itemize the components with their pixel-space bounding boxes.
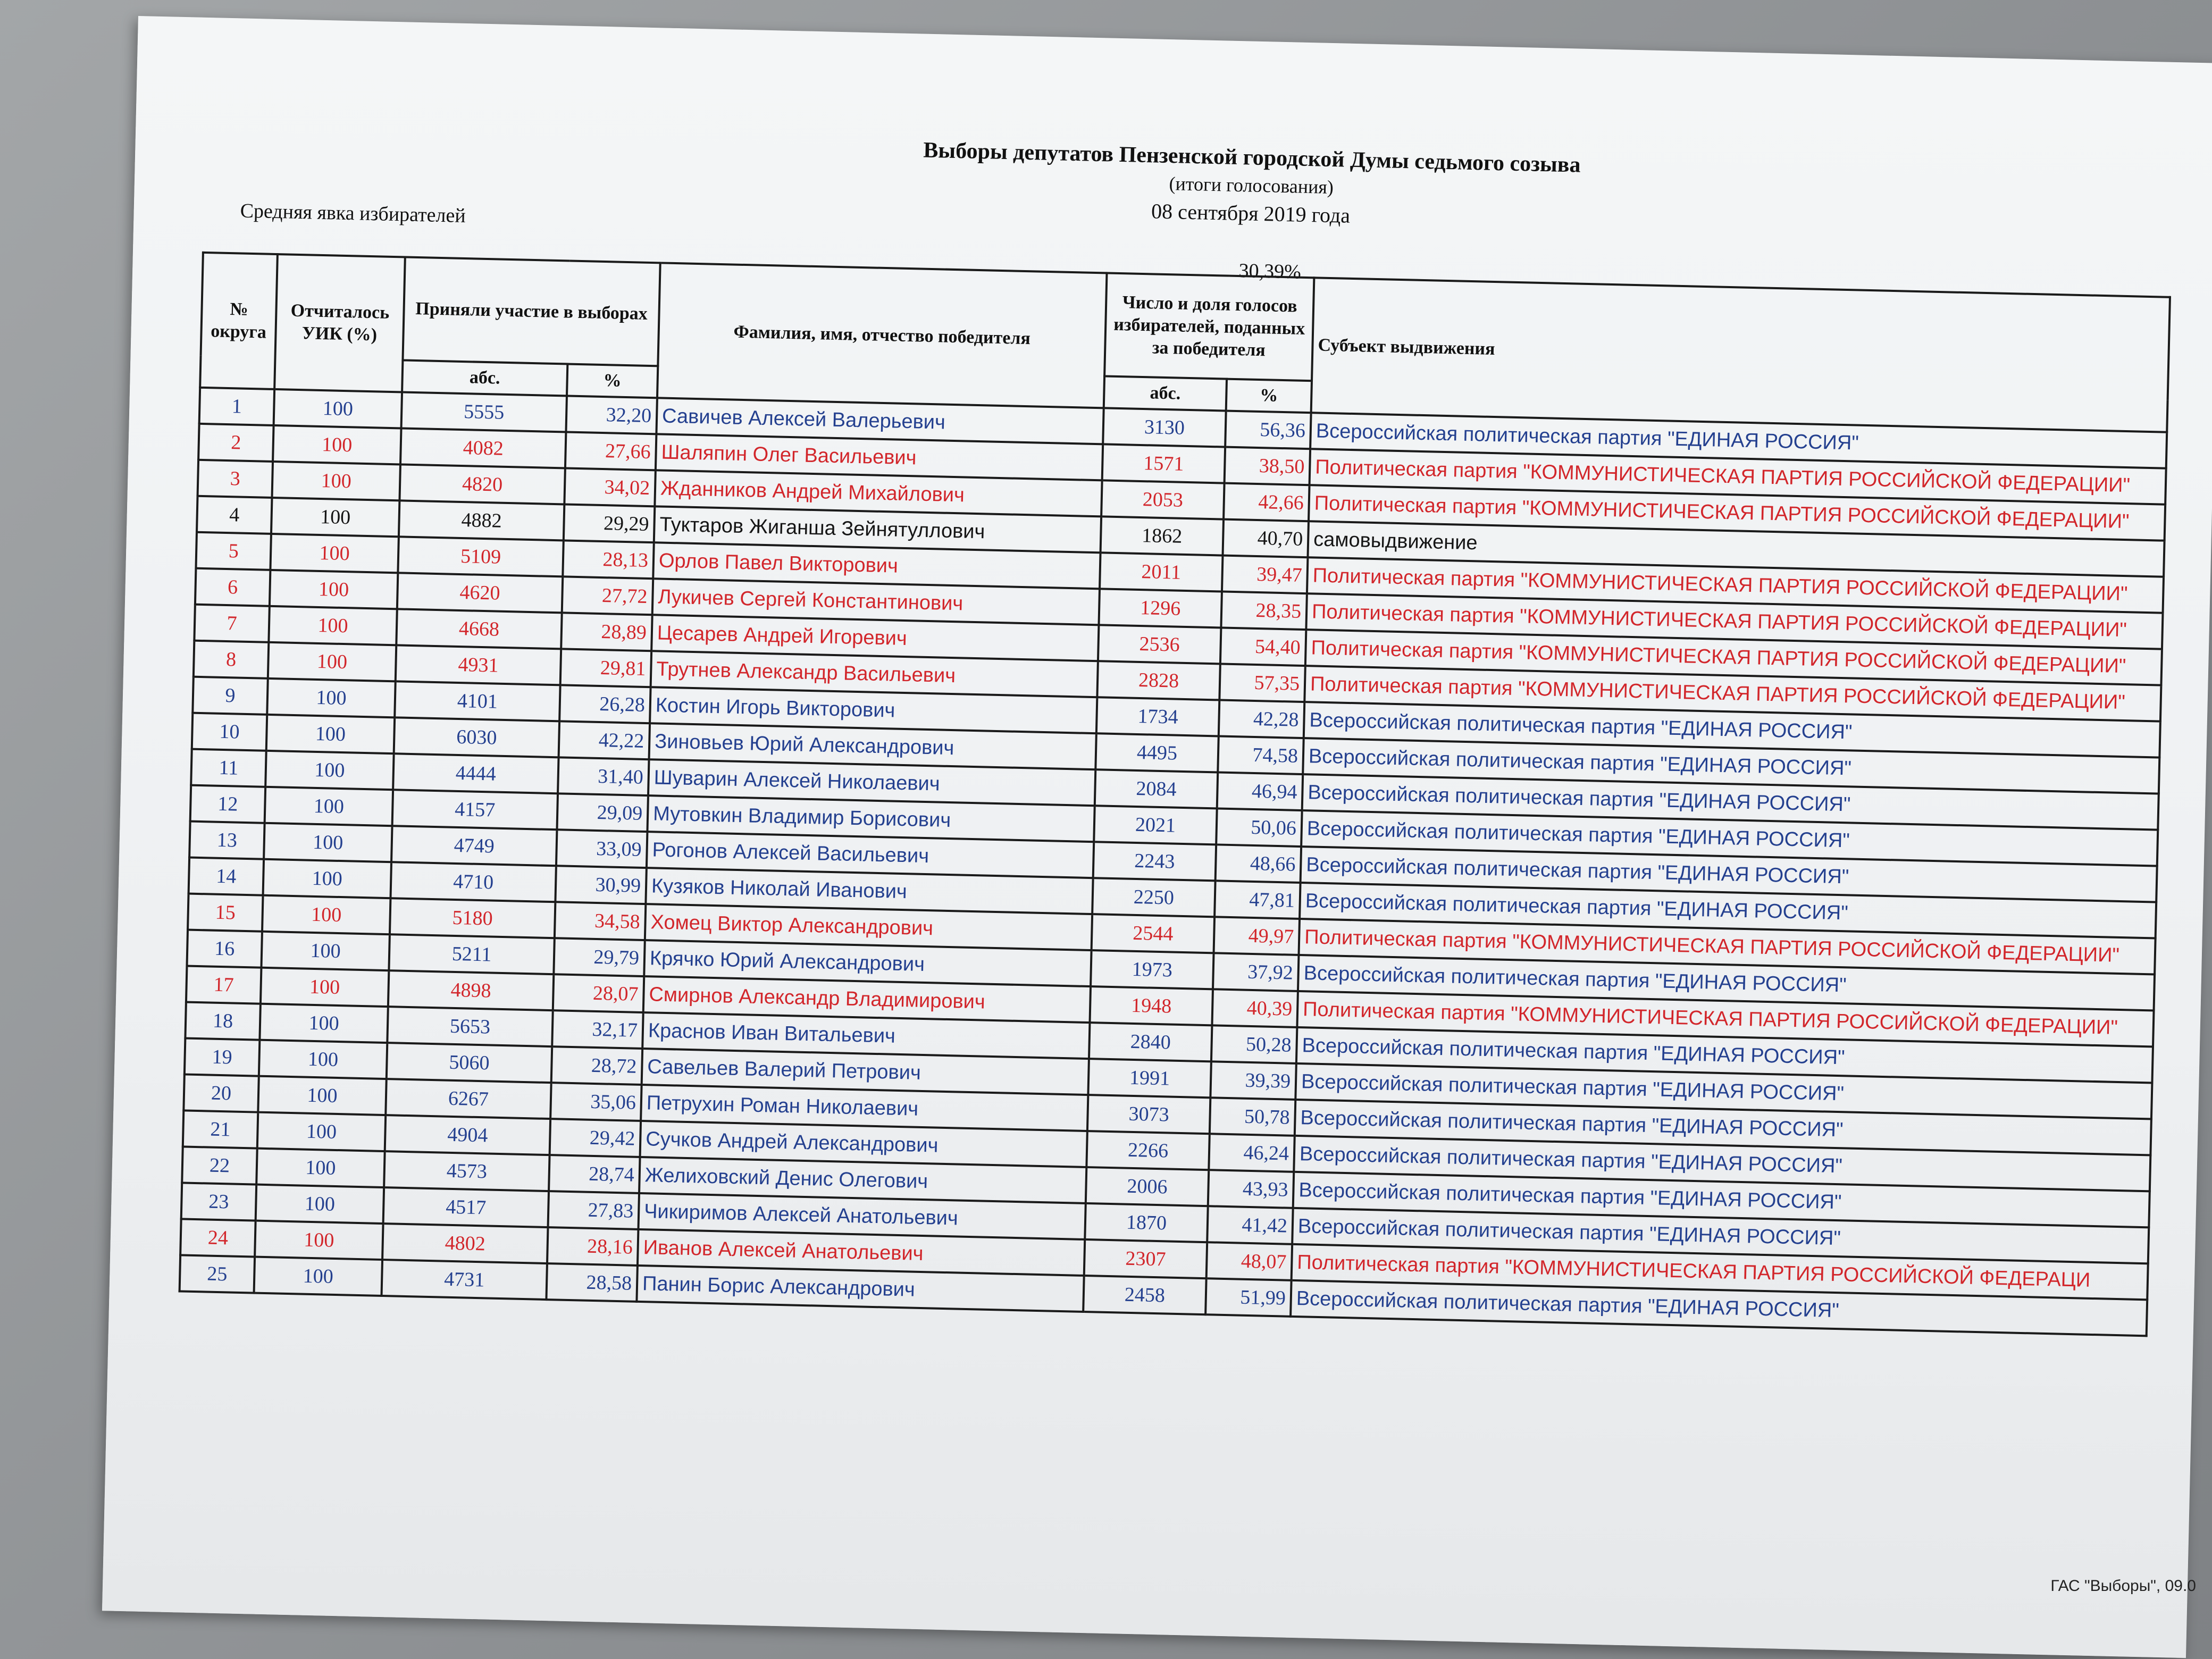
winner-name-cell: Костин Игорь Викторович xyxy=(650,687,1097,733)
participated-pct-cell: 28,89 xyxy=(561,613,652,651)
party-cell: Политическая партия "КОММУНИСТИЧЕСКАЯ ПАРТИЯ РОССИЙСКОЙ ФЕДЕРАЦИИ" xyxy=(1307,557,2164,613)
district-cell: 10 xyxy=(192,713,267,751)
document-title: Выборы депутатов Пензенской городской Думы седьмого созыва xyxy=(923,138,1581,178)
reported-cell: 100 xyxy=(254,1257,382,1296)
district-cell: 3 xyxy=(198,460,273,498)
results-sheet xyxy=(102,16,2212,1658)
turnout-label: Средняя явка избирателей xyxy=(240,199,466,228)
votes-pct-cell: 39,39 xyxy=(1210,1061,1296,1100)
party-cell: Всероссийская политическая партия "ЕДИНАЯ РОССИЯ" xyxy=(1300,883,2156,939)
participated-pct-cell: 34,02 xyxy=(564,468,656,506)
votes-pct-cell: 42,28 xyxy=(1219,700,1305,738)
votes-pct-cell: 41,42 xyxy=(1207,1206,1293,1244)
votes-pct-cell: 51,99 xyxy=(1205,1278,1292,1317)
party-cell: Всероссийская политическая партия "ЕДИНАЯ РОССИЯ" xyxy=(1293,1172,2150,1228)
votes-abs-cell: 2084 xyxy=(1095,769,1218,808)
party-cell: Всероссийская политическая партия "ЕДИНАЯ РОССИЯ" xyxy=(1301,810,2158,866)
winner-name-cell: Панин Борис Александрович xyxy=(636,1266,1084,1312)
participated-abs-cell: 4731 xyxy=(382,1260,547,1300)
votes-pct-cell: 38,50 xyxy=(1225,447,1311,485)
winner-name-cell: Чикиримов Алексей Анатольевич xyxy=(638,1193,1085,1239)
participated-abs-cell: 4710 xyxy=(390,862,556,902)
votes-abs-cell: 2266 xyxy=(1086,1131,1209,1170)
winner-name-cell: Жданников Андрей Михайлович xyxy=(655,470,1102,516)
reported-cell: 100 xyxy=(259,1004,388,1043)
winner-name-cell: Кузяков Николай Иванович xyxy=(646,868,1093,914)
votes-abs-cell: 2840 xyxy=(1089,1023,1212,1061)
participated-pct-cell: 32,17 xyxy=(552,1010,643,1049)
participated-abs-cell: 4517 xyxy=(383,1187,549,1227)
party-cell: Политическая партия "КОММУНИСТИЧЕСКАЯ ПАРТИЯ РОССИЙСКОЙ ФЕДЕРАЦИ xyxy=(1292,1244,2148,1300)
header-reported: Отчиталось УИК (%) xyxy=(274,254,405,392)
party-cell: Политическая партия "КОММУНИСТИЧЕСКАЯ ПАРТИЯ РОССИЙСКОЙ ФЕДЕРАЦИИ" xyxy=(1310,449,2166,505)
reported-cell: 100 xyxy=(267,678,395,717)
winner-name-cell: Смирнов Александр Владимирович xyxy=(643,976,1091,1023)
district-cell: 15 xyxy=(188,894,263,932)
votes-abs-cell: 2243 xyxy=(1093,842,1216,881)
header-participated: Приняли участие в выборах xyxy=(403,257,660,366)
votes-abs-cell: 1948 xyxy=(1090,986,1213,1025)
participated-pct-cell: 42,22 xyxy=(559,721,650,759)
participated-abs-cell: 4820 xyxy=(399,464,565,504)
participated-abs-cell: 5109 xyxy=(398,537,563,576)
participated-pct-cell: 26,28 xyxy=(559,685,651,723)
votes-pct-cell: 74,58 xyxy=(1218,736,1304,774)
results-table xyxy=(179,252,2171,1337)
votes-abs-cell: 2006 xyxy=(1086,1167,1209,1206)
votes-pct-cell: 46,24 xyxy=(1209,1134,1295,1172)
header-party: Субъект выдвижения xyxy=(1311,278,2170,432)
winner-name-cell: Лукичев Сергей Константинович xyxy=(652,579,1100,625)
header-participated-pct: % xyxy=(567,364,658,398)
party-cell: Всероссийская политическая партия "ЕДИНАЯ РОССИЯ" xyxy=(1291,1280,2147,1336)
footer-source: ГАС "Выборы", 09.0 xyxy=(2050,1577,2196,1595)
participated-abs-cell: 5211 xyxy=(389,934,554,974)
election-date: 08 сентября 2019 года xyxy=(1151,199,1351,228)
participated-abs-cell: 4157 xyxy=(392,790,558,830)
votes-abs-cell: 2458 xyxy=(1083,1276,1206,1314)
winner-name-cell: Мутовкин Владимир Борисович xyxy=(647,795,1094,842)
reported-cell: 100 xyxy=(257,1112,386,1151)
votes-abs-cell: 2011 xyxy=(1100,552,1222,591)
participated-pct-cell: 32,20 xyxy=(566,396,657,434)
participated-pct-cell: 29,42 xyxy=(550,1119,641,1157)
party-cell: Всероссийская политическая партия "ЕДИНАЯ РОССИЯ" xyxy=(1303,738,2159,794)
reported-cell: 100 xyxy=(265,751,393,790)
votes-abs-cell: 1571 xyxy=(1102,444,1225,483)
votes-pct-cell: 39,47 xyxy=(1222,556,1308,594)
votes-abs-cell: 1734 xyxy=(1096,697,1219,736)
votes-pct-cell: 40,39 xyxy=(1212,989,1298,1027)
reported-cell: 100 xyxy=(258,1076,386,1115)
votes-pct-cell: 43,93 xyxy=(1208,1170,1294,1208)
winner-name-cell: Краснов Иван Витальевич xyxy=(642,1012,1090,1059)
votes-abs-cell: 3073 xyxy=(1087,1095,1210,1134)
district-cell: 19 xyxy=(185,1038,260,1076)
district-cell: 4 xyxy=(197,496,272,534)
district-cell: 11 xyxy=(191,749,266,787)
participated-pct-cell: 31,40 xyxy=(558,757,649,795)
party-cell: Всероссийская политическая партия "ЕДИНАЯ РОССИЯ" xyxy=(1302,774,2159,830)
votes-abs-cell: 1973 xyxy=(1091,950,1213,989)
header-votes-abs: абс. xyxy=(1104,376,1227,410)
winner-name-cell: Цесарев Андрей Игоревич xyxy=(651,615,1099,661)
participated-abs-cell: 5653 xyxy=(387,1007,552,1046)
votes-pct-cell: 49,97 xyxy=(1214,917,1300,955)
participated-abs-cell: 4573 xyxy=(384,1151,549,1191)
party-cell: Всероссийская политическая партия "ЕДИНАЯ РОССИЯ" xyxy=(1296,1027,2153,1083)
participated-abs-cell: 4444 xyxy=(393,753,558,793)
winner-name-cell: Петрухин Роман Николаевич xyxy=(641,1085,1088,1131)
reported-cell: 100 xyxy=(256,1149,384,1187)
party-cell: Всероссийская политическая партия "ЕДИНАЯ РОССИЯ" xyxy=(1310,413,2167,468)
participated-pct-cell: 28,72 xyxy=(551,1046,643,1085)
party-cell: Политическая партия "КОММУНИСТИЧЕСКАЯ ПАРТИЯ РОССИЙСКОЙ ФЕДЕРАЦИИ" xyxy=(1304,666,2161,722)
district-cell: 5 xyxy=(196,532,271,570)
votes-abs-cell: 2536 xyxy=(1098,625,1221,664)
reported-cell: 100 xyxy=(268,642,396,681)
reported-cell: 100 xyxy=(272,462,400,500)
party-cell: Политическая партия "КОММУНИСТИЧЕСКАЯ ПАРТИЯ РОССИЙСКОЙ ФЕДЕРАЦИИ" xyxy=(1297,991,2154,1047)
participated-abs-cell: 6267 xyxy=(386,1079,551,1119)
votes-pct-cell: 50,06 xyxy=(1216,808,1302,847)
participated-pct-cell: 28,58 xyxy=(546,1263,638,1302)
reported-cell: 100 xyxy=(269,606,397,645)
votes-pct-cell: 28,35 xyxy=(1221,592,1307,630)
winner-name-cell: Шуварин Алексей Николаевич xyxy=(648,759,1095,806)
participated-pct-cell: 27,72 xyxy=(562,576,653,615)
district-cell: 25 xyxy=(180,1255,255,1293)
reported-cell: 100 xyxy=(274,389,402,428)
party-cell: Всероссийская политическая партия "ЕДИНАЯ РОССИЯ" xyxy=(1292,1208,2149,1264)
votes-abs-cell: 2828 xyxy=(1097,661,1220,700)
votes-abs-cell: 4495 xyxy=(1095,733,1218,772)
votes-abs-cell: 1870 xyxy=(1085,1203,1208,1242)
header-votes-pct: % xyxy=(1226,379,1312,413)
party-cell: Политическая партия "КОММУНИСТИЧЕСКАЯ ПАРТИЯ РОССИЙСКОЙ ФЕДЕРАЦИИ" xyxy=(1309,485,2165,541)
reported-cell: 100 xyxy=(265,787,393,826)
reported-cell: 100 xyxy=(264,823,392,862)
participated-pct-cell: 34,58 xyxy=(555,902,646,940)
participated-abs-cell: 6030 xyxy=(394,717,559,757)
participated-abs-cell: 5180 xyxy=(390,898,555,938)
reported-cell: 100 xyxy=(270,570,398,609)
district-cell: 24 xyxy=(180,1219,256,1256)
district-cell: 16 xyxy=(187,930,262,968)
header-participated-abs: абс. xyxy=(402,360,567,396)
district-cell: 9 xyxy=(192,677,268,715)
participated-pct-cell: 28,13 xyxy=(563,540,654,579)
header-district: № округа xyxy=(200,253,278,389)
party-cell: Всероссийская политическая партия "ЕДИНАЯ РОССИЯ" xyxy=(1304,702,2160,758)
votes-pct-cell: 50,28 xyxy=(1211,1025,1297,1063)
participated-abs-cell: 5555 xyxy=(401,392,567,432)
participated-pct-cell: 30,99 xyxy=(555,866,647,904)
votes-pct-cell: 37,92 xyxy=(1213,953,1299,991)
votes-pct-cell: 48,66 xyxy=(1216,844,1302,883)
participated-pct-cell: 29,79 xyxy=(554,938,645,976)
district-cell: 20 xyxy=(183,1074,259,1112)
district-cell: 7 xyxy=(194,605,270,642)
turnout-value: 30,39% xyxy=(1238,259,1302,283)
district-cell: 23 xyxy=(181,1183,257,1220)
participated-pct-cell: 33,09 xyxy=(556,830,648,868)
participated-pct-cell: 28,74 xyxy=(549,1155,640,1193)
participated-abs-cell: 4749 xyxy=(391,826,557,866)
party-cell: Политическая партия "КОММУНИСТИЧЕСКАЯ ПАРТИЯ РОССИЙСКОЙ ФЕДЕРАЦИИ" xyxy=(1299,919,2156,975)
participated-pct-cell: 28,07 xyxy=(553,974,644,1012)
winner-name-cell: Сучков Андрей Александрович xyxy=(640,1121,1087,1167)
votes-abs-cell: 1296 xyxy=(1099,589,1221,627)
votes-pct-cell: 48,07 xyxy=(1206,1242,1293,1280)
votes-pct-cell: 46,94 xyxy=(1217,772,1303,810)
participated-abs-cell: 4904 xyxy=(385,1115,550,1155)
votes-abs-cell: 1991 xyxy=(1088,1059,1211,1097)
winner-name-cell: Савичев Алексей Валерьевич xyxy=(656,398,1103,444)
participated-abs-cell: 4082 xyxy=(400,428,566,468)
winner-name-cell: Желиховский Денис Олегович xyxy=(639,1157,1086,1203)
winner-name-cell: Хомец Виктор Александрович xyxy=(645,904,1092,950)
district-cell: 14 xyxy=(189,858,264,895)
participated-abs-cell: 4802 xyxy=(382,1224,548,1263)
winner-name-cell: Шаляпин Олег Васильевич xyxy=(656,434,1103,480)
participated-pct-cell: 29,81 xyxy=(560,649,652,687)
reported-cell: 100 xyxy=(270,534,398,573)
party-cell: Всероссийская политическая партия "ЕДИНАЯ РОССИЯ" xyxy=(1295,1100,2151,1155)
participated-abs-cell: 4898 xyxy=(388,970,554,1010)
votes-abs-cell: 2053 xyxy=(1101,480,1224,519)
district-cell: 22 xyxy=(182,1146,257,1184)
participated-pct-cell: 28,16 xyxy=(547,1227,639,1266)
participated-abs-cell: 4101 xyxy=(395,681,560,721)
votes-abs-cell: 2021 xyxy=(1094,806,1217,844)
reported-cell: 100 xyxy=(261,968,389,1007)
participated-pct-cell: 27,83 xyxy=(548,1191,640,1229)
votes-pct-cell: 57,35 xyxy=(1219,664,1305,702)
district-cell: 12 xyxy=(190,785,266,823)
participated-pct-cell: 35,06 xyxy=(550,1083,642,1121)
participated-abs-cell: 5060 xyxy=(387,1043,552,1083)
votes-pct-cell: 50,78 xyxy=(1210,1097,1296,1136)
district-cell: 6 xyxy=(195,568,271,606)
district-cell: 1 xyxy=(199,388,275,425)
district-cell: 21 xyxy=(183,1110,258,1148)
participated-pct-cell: 27,66 xyxy=(565,432,657,470)
party-cell: Всероссийская политическая партия "ЕДИНАЯ РОССИЯ" xyxy=(1301,847,2157,902)
district-cell: 13 xyxy=(189,822,265,859)
reported-cell: 100 xyxy=(273,425,401,464)
votes-pct-cell: 47,81 xyxy=(1214,881,1301,919)
party-cell: самовыдвижение xyxy=(1308,521,2164,577)
party-cell: Всероссийская политическая партия "ЕДИНАЯ РОССИЯ" xyxy=(1294,1136,2150,1192)
participated-abs-cell: 4668 xyxy=(396,609,562,649)
winner-name-cell: Туктаров Жиганша Зейнятуллович xyxy=(654,506,1101,552)
winner-name-cell: Рогонов Алексей Васильевич xyxy=(647,832,1094,878)
votes-abs-cell: 1862 xyxy=(1101,516,1224,555)
winner-name-cell: Зиновьев Юрий Александрович xyxy=(649,723,1096,769)
reported-cell: 100 xyxy=(256,1185,384,1224)
reported-cell: 100 xyxy=(271,498,399,537)
reported-cell: 100 xyxy=(261,932,389,970)
votes-pct-cell: 42,66 xyxy=(1224,483,1310,522)
votes-pct-cell: 40,70 xyxy=(1223,520,1309,558)
party-cell: Всероссийская политическая партия "ЕДИНАЯ РОССИЯ" xyxy=(1298,955,2155,1011)
district-cell: 8 xyxy=(194,641,269,678)
document-subtitle: (итоги голосования) xyxy=(1169,173,1334,198)
reported-cell: 100 xyxy=(259,1040,387,1079)
reported-cell: 100 xyxy=(263,859,391,898)
reported-cell: 100 xyxy=(255,1221,383,1260)
district-cell: 18 xyxy=(185,1002,261,1040)
votes-pct-cell: 56,36 xyxy=(1225,411,1311,449)
party-cell: Политическая партия "КОММУНИСТИЧЕСКАЯ ПАРТИЯ РОССИЙСКОЙ ФЕДЕРАЦИИ" xyxy=(1306,593,2163,649)
party-cell: Политическая партия "КОММУНИСТИЧЕСКАЯ ПАРТИЯ РОССИЙСКОЙ ФЕДЕРАЦИИ" xyxy=(1305,630,2162,685)
participated-abs-cell: 4882 xyxy=(399,500,564,540)
reported-cell: 100 xyxy=(266,715,395,753)
votes-pct-cell: 54,40 xyxy=(1220,627,1306,666)
winner-name-cell: Орлов Павел Викторович xyxy=(653,542,1100,589)
votes-abs-cell: 2544 xyxy=(1092,914,1214,953)
votes-abs-cell: 2307 xyxy=(1084,1239,1207,1278)
district-cell: 2 xyxy=(198,424,274,462)
header-winner: Фамилия, имя, отчество победителя xyxy=(657,263,1107,408)
reported-cell: 100 xyxy=(262,895,390,934)
winner-name-cell: Савельев Валерий Петрович xyxy=(642,1049,1089,1095)
winner-name-cell: Крячко Юрий Александрович xyxy=(644,940,1091,986)
winner-name-cell: Иванов Алексей Анатольевич xyxy=(638,1229,1085,1276)
votes-abs-cell: 2250 xyxy=(1092,878,1215,917)
votes-abs-cell: 3130 xyxy=(1103,408,1226,447)
header-votes: Число и доля голосов избирателей, поданных за победителя xyxy=(1104,273,1314,381)
participated-abs-cell: 4931 xyxy=(396,645,561,685)
participated-pct-cell: 29,29 xyxy=(564,504,655,542)
participated-pct-cell: 29,09 xyxy=(557,793,648,832)
results-body xyxy=(180,388,2167,1336)
winner-name-cell: Трутнев Александр Васильевич xyxy=(651,651,1098,697)
district-cell: 17 xyxy=(186,966,262,1004)
participated-abs-cell: 4620 xyxy=(397,573,563,613)
party-cell: Всероссийская политическая партия "ЕДИНАЯ РОССИЯ" xyxy=(1295,1063,2152,1119)
